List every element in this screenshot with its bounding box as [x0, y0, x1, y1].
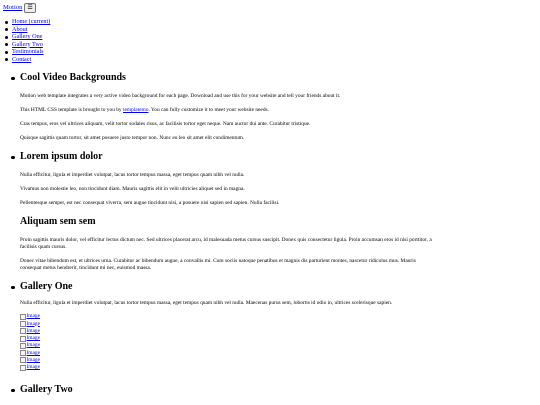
- section-title-gallery-two: Gallery Two: [20, 384, 538, 396]
- lorem-paragraph-1: Nulla efficitur, ligula et imperdiet volutpat, lacus tortor tempus massa, eget tempus quam nibh vel nulla.: [20, 172, 245, 178]
- gallery-one-images: [20, 313, 40, 371]
- section-gallery-one: [20, 281, 538, 371]
- nav-item-gallery-one: [12, 33, 50, 41]
- image-alt-text: Image: [26, 349, 40, 356]
- gallery-image-8[interactable]: [20, 364, 40, 371]
- section-lorem: [20, 151, 538, 206]
- main-nav: [12, 18, 50, 63]
- gallery-image-3[interactable]: [20, 328, 40, 335]
- aliquam-paragraph-1: Proin sagittis mauris dolor, vel efficitur lectus dictum nec. Sed ultrices placerat arcu, id malesuada metus cursus suscipit. Donex quis consectetur ligula. Proin accumsan eros id nisi porttitor, a: [20, 237, 432, 243]
- gallery-image-4[interactable]: [20, 335, 40, 342]
- image-alt-text: Image: [26, 364, 40, 371]
- navbar-toggle-button[interactable]: [24, 3, 35, 13]
- nav-link-home[interactable]: Home (current): [12, 18, 51, 25]
- intro-paragraph-1: Motion web template integrates a very active video background for each page. Download and use this for your website and tell your friends about it.: [20, 93, 341, 99]
- gallery-image-1[interactable]: [20, 313, 40, 320]
- intro-p2-before: This HTML CSS template is brought to you by: [20, 107, 123, 113]
- section-title-gallery-one: Gallery One: [20, 281, 538, 293]
- gallery-image-5[interactable]: [20, 342, 40, 349]
- intro-paragraph-3: Cras tempus, eros vel ultrices aliquam, velit tortor sodales risus, ac facilisis tortor eget neque. Nam auctor dui ante. Curabitur tristique.: [20, 121, 311, 127]
- image-alt-text: Image: [26, 313, 40, 320]
- image-alt-text: Image: [26, 335, 40, 342]
- intro-paragraph-4: Quisque sagittis quam tortor, sit amet posuere justo tempor non. Nunc eu leo sit amet elit condimentum.: [20, 135, 245, 141]
- image-alt-text: Image: [26, 342, 40, 349]
- section-title-aliquam: Aliquam sem sem: [20, 216, 96, 227]
- nav-item-home: [12, 18, 50, 26]
- section-title-intro: Cool Video Backgrounds: [20, 72, 538, 84]
- lorem-paragraph-2: Vivamus non molestie leo, non tincidunt diam. Mauris sagittis elit in velit ultricies aliquet sed in magna.: [20, 186, 245, 192]
- aliquam-paragraph-2-cont: consequat metus hendrerit, tincidunt mi nec, euismod massa.: [20, 265, 152, 271]
- lorem-paragraph-3: Pellentesque semper, est nec consequat viverra, sem augue tincidunt nisi, a posuere nisi sapien sed sapien. Nulla facilisi.: [20, 200, 280, 206]
- aliquam-paragraph-2: Donec vitae bibendum est, et ultrices urna. Curabitur ac bibendum augue, a convallis mi. Cum sociis natoque penatibus et magnis dis parturient montes, nascetur ridiculus mus. Mauris: [20, 258, 416, 264]
- section-intro: [20, 72, 538, 141]
- aliquam-paragraph-1-cont: facilisis quam cursus.: [20, 244, 67, 250]
- nav-link-gallery-one[interactable]: Gallery One: [12, 33, 43, 40]
- nav-item-contact: [12, 56, 50, 64]
- nav-link-testimonials[interactable]: Testimonials: [12, 48, 44, 55]
- brand-link[interactable]: Motion: [3, 3, 23, 11]
- templatemo-link[interactable]: templatemo: [122, 107, 149, 113]
- section-gallery-two: [20, 384, 538, 396]
- gallery-one-paragraph: Nulla efficitur, ligula et imperdiet volutpat, lacus tortor tempus massa, eget tempus quam nibh vel nulla. Maecenas purus sem, lobortis id odio in, ultrices scelerisque sapien.: [20, 300, 393, 306]
- nav-link-contact[interactable]: Contact: [12, 55, 32, 63]
- broken-image-icon: [20, 336, 26, 342]
- broken-image-icon: [20, 328, 26, 334]
- nav-link-gallery-two[interactable]: Gallery Two: [12, 40, 43, 48]
- broken-image-icon: [20, 357, 26, 363]
- intro-paragraph-2: [20, 107, 269, 114]
- nav-link-about[interactable]: About: [12, 25, 28, 33]
- section-aliquam: [20, 216, 538, 271]
- nav-item-about: [12, 26, 50, 34]
- broken-image-icon: [20, 350, 26, 356]
- image-alt-text: Image: [26, 327, 40, 334]
- gallery-image-2[interactable]: [20, 320, 40, 327]
- broken-image-icon: [20, 314, 26, 320]
- broken-image-icon: [20, 365, 26, 371]
- nav-item-gallery-two: [12, 41, 50, 49]
- image-alt-text: Image: [26, 320, 40, 327]
- intro-p2-after: . You can fully customize it to meet your website needs.: [148, 107, 269, 113]
- broken-image-icon: [20, 321, 26, 327]
- gallery-image-6[interactable]: [20, 349, 40, 356]
- hamburger-icon: ☰: [27, 4, 33, 11]
- nav-item-testimonials: [12, 48, 50, 56]
- image-alt-text: Image: [26, 357, 40, 364]
- section-title-lorem: Lorem ipsum dolor: [20, 151, 538, 163]
- navbar: [3, 3, 36, 13]
- broken-image-icon: [20, 343, 26, 349]
- gallery-image-7[interactable]: [20, 357, 40, 364]
